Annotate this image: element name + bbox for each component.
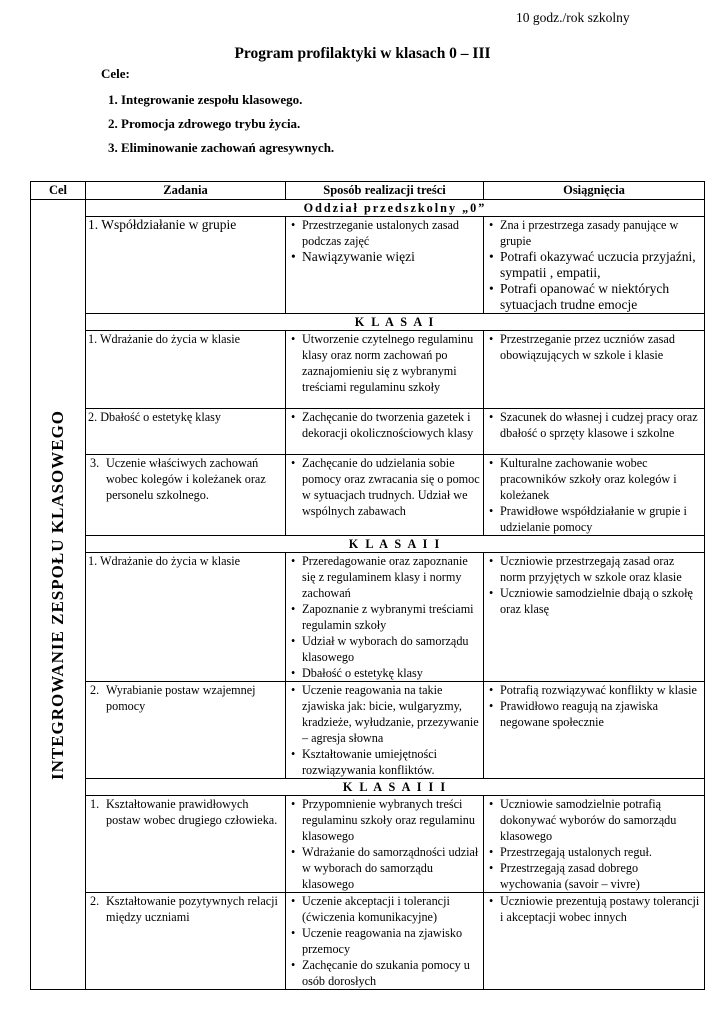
- method-item: • Zachęcanie do szukania pomocy u osób dorosłych: [289, 957, 480, 989]
- task-text: Kształtowanie prawidłowych postaw wobec drugiego człowieka.: [106, 797, 278, 827]
- table-row: [31, 682, 705, 779]
- page-title: Program profilaktyki w klasach 0 – III: [234, 45, 491, 62]
- method-item: • Przeredagowanie oraz zapoznanie się z regulaminem klasy i normy zachowań: [289, 553, 480, 601]
- table-row: [31, 796, 705, 893]
- results-cell: [484, 331, 705, 409]
- task-text: Kształtowanie pozytywnych relacji między uczniami: [106, 894, 278, 924]
- result-item: • Potrafią rozwiązywać konflikty w klasie: [487, 682, 701, 698]
- methods-cell: [286, 796, 484, 893]
- method-item: • Dbałość o estetykę klasy: [289, 665, 480, 681]
- result-item: • Potrafi okazywać uczucia przyjaźni, sympatii , empatii,: [487, 249, 701, 281]
- method-item: • Kształtowanie umiejętności rozwiązywania konfliktów.: [289, 746, 480, 778]
- table-header-row: [31, 182, 705, 200]
- method-item: • Zachęcanie do tworzenia gazetek i dekoracji okolicznościowych klasy: [289, 409, 480, 441]
- result-item: • Przestrzegają ustalonych reguł.: [487, 844, 701, 860]
- results-cell: [484, 682, 705, 779]
- result-item: • Uczniowie samodzielnie dbają o szkołę oraz klasę: [487, 585, 701, 617]
- table-row: [31, 893, 705, 990]
- task-cell: [86, 682, 286, 779]
- task-number: 2.: [90, 683, 100, 697]
- column-header: Sposób realizacji treści: [286, 182, 484, 200]
- results-cell: [484, 217, 705, 314]
- method-item: • Wdrażanie do samorządności udział w wyborach do samorządu klasowego: [289, 844, 480, 892]
- result-item: • Kulturalne zachowanie wobec pracowników szkoły oraz kolegów i koleżanek: [487, 455, 701, 503]
- result-item: • Prawidłowe współdziałanie w grupie i udzielanie pomocy: [487, 503, 701, 535]
- column-header: Zadania: [86, 182, 286, 200]
- task-cell: 1. Wdrażanie do życia w klasie: [86, 553, 286, 682]
- method-item: • Uczenie akceptacji i tolerancji (ćwiczenia komunikacyjne): [289, 893, 480, 925]
- table-row: [31, 455, 705, 536]
- method-item: • Uczenie reagowania na zjawisko przemocy: [289, 925, 480, 957]
- task-cell: 2. Dbałość o estetykę klasy: [86, 409, 286, 455]
- results-cell: [484, 455, 705, 536]
- methods-cell: [286, 409, 484, 455]
- method-item: • Przestrzeganie ustalonych zasad podczas zajęć: [289, 217, 480, 249]
- goal-cell: [31, 200, 86, 990]
- results-cell: [484, 893, 705, 990]
- result-item: • Uczniowie samodzielnie potrafią dokonywać wyborów do samorządu klasowego: [487, 796, 701, 844]
- method-item: • Udział w wyborach do samorządu klasowego: [289, 633, 480, 665]
- results-cell: [484, 796, 705, 893]
- column-header: Cel: [31, 182, 86, 200]
- section-title: K L A S A I: [86, 314, 705, 331]
- column-header: Osiągnięcia: [484, 182, 705, 200]
- task-number: 3.: [90, 456, 100, 470]
- result-item: • Przestrzeganie przez uczniów zasad obowiązujących w szkole i klasie: [487, 331, 701, 363]
- task-cell: 1. Współdziałanie w grupie: [86, 217, 286, 314]
- table-row: [31, 409, 705, 455]
- methods-cell: [286, 893, 484, 990]
- table-row: [31, 217, 705, 314]
- result-item: • Przestrzegają zasad dobrego wychowania (savoir – vivre): [487, 860, 701, 892]
- goal-vertical-label: INTEGROWANIE ZESPOŁU KLASOWEGO: [48, 409, 67, 780]
- results-cell: [484, 409, 705, 455]
- method-item: • Nawiązywanie więzi: [289, 249, 480, 265]
- task-cell: [86, 796, 286, 893]
- methods-cell: [286, 682, 484, 779]
- result-item: • Uczniowie prezentują postawy tolerancji i akceptacji wobec innych: [487, 893, 701, 925]
- methods-cell: [286, 217, 484, 314]
- result-item: • Szacunek do własnej i cudzej pracy oraz dbałość o sprzęty klasowe i szkolne: [487, 409, 701, 441]
- hours-note: 10 godz./rok szkolny: [516, 10, 630, 25]
- method-item: • Przypomnienie wybranych treści regulaminu szkoły oraz regulaminu klasowego: [289, 796, 480, 844]
- goal-item: 1. Integrowanie zespołu klasowego.: [108, 92, 303, 107]
- result-item: • Zna i przestrzega zasady panujące w grupie: [487, 217, 701, 249]
- results-cell: [484, 553, 705, 682]
- methods-cell: [286, 455, 484, 536]
- task-cell: 1. Wdrażanie do życia w klasie: [86, 331, 286, 409]
- goals-label: Cele:: [101, 66, 130, 81]
- table-row: [31, 331, 705, 409]
- methods-cell: [286, 331, 484, 409]
- task-cell: [86, 455, 286, 536]
- method-item: • Uczenie reagowania na takie zjawiska jak: bicie, wulgaryzmy, kradzieże, wyłudzanie, przezywanie – agresja słowna: [289, 682, 480, 746]
- section-title: K L A S A I I: [86, 536, 705, 553]
- goal-item: 2. Promocja zdrowego trybu życia.: [108, 116, 301, 131]
- section-title: K L A S A I I I: [86, 779, 705, 796]
- methods-cell: [286, 553, 484, 682]
- task-number: 2.: [90, 894, 100, 908]
- goal-item: 3. Eliminowanie zachowań agresywnych.: [108, 140, 335, 155]
- method-item: • Zapoznanie z wybranymi treściami regulamin szkoły: [289, 601, 480, 633]
- method-item: • Utworzenie czytelnego regulaminu klasy oraz norm zachowań po zaznajomieniu się z wybranymi treściami regulaminu szkoły: [289, 331, 480, 395]
- section-title: Oddział przedszkolny „0”: [86, 200, 705, 217]
- program-table: [30, 181, 705, 990]
- task-text: Wyrabianie postaw wzajemnej pomocy: [106, 683, 256, 713]
- method-item: • Zachęcanie do udzielania sobie pomocy oraz zwracania się o pomoc w sytuacjach trudnych. Udział we wspólnych zabawach: [289, 455, 480, 519]
- task-number: 1.: [90, 797, 100, 811]
- result-item: • Uczniowie przestrzegają zasad oraz norm przyjętych w szkole oraz klasie: [487, 553, 701, 585]
- table-row: [31, 553, 705, 682]
- task-cell: [86, 893, 286, 990]
- task-text: Uczenie właściwych zachowań wobec kolegów i koleżanek oraz personelu szkolnego.: [106, 456, 266, 502]
- result-item: • Potrafi opanować w niektórych sytuacjach trudne emocje: [487, 281, 701, 313]
- result-item: • Prawidłowo reagują na zjawiska negowane społecznie: [487, 698, 701, 730]
